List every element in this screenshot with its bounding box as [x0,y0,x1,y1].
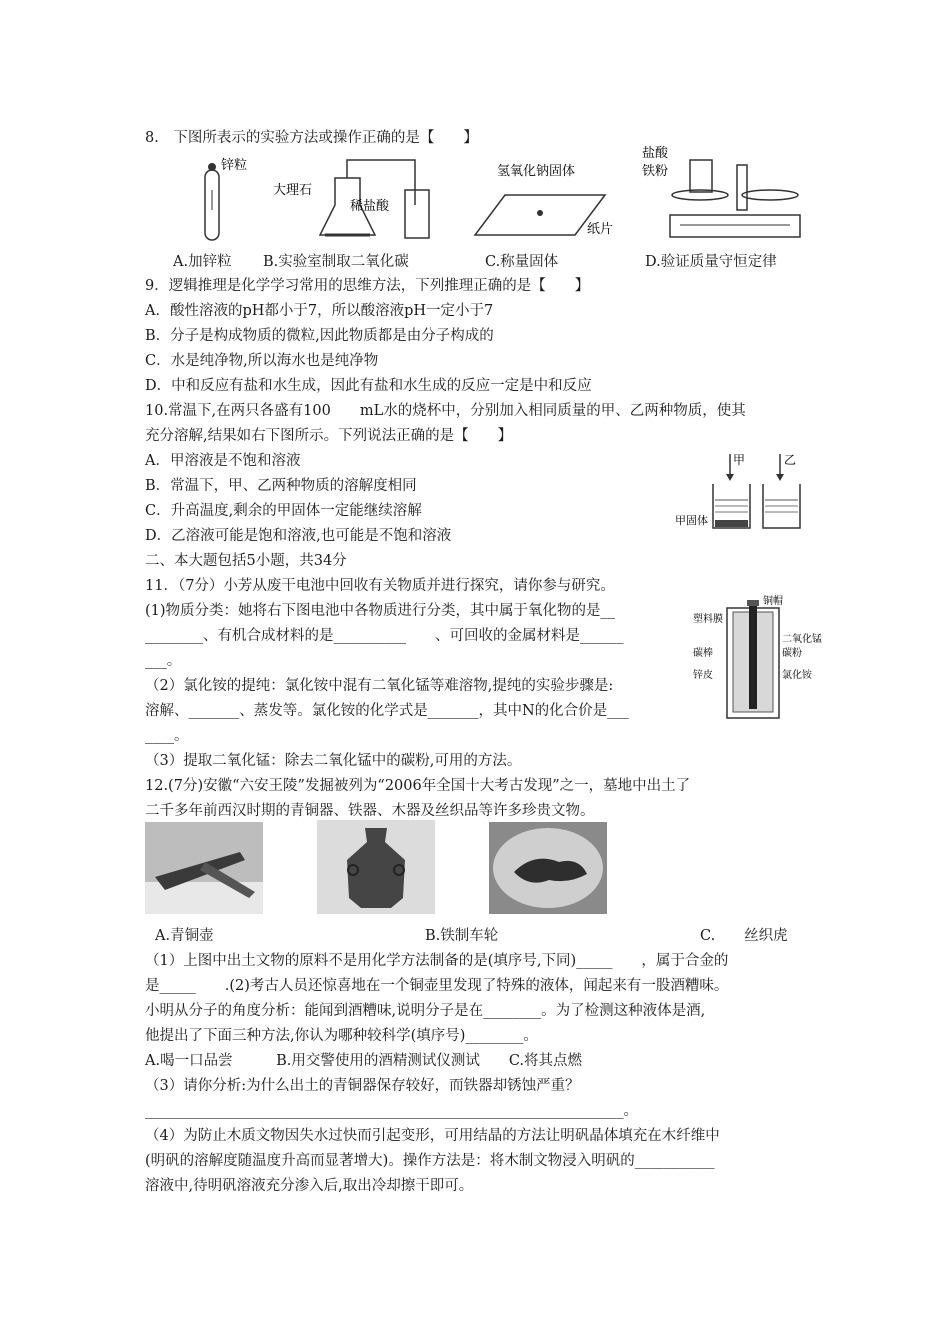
carbon-rod-icon [749,604,757,709]
q12-part1-line4: 他提出了下面三种方法,你认为哪种较科学(填序号)________。 [145,1028,538,1044]
q11-part2-line3: ____。 [145,728,189,744]
q9-option-a: A．酸性溶液的pH都小于7，所以酸溶液pH一定小于7 [145,303,494,319]
q11-stem: 11．（7分）小芳从废干电池中回收有关物质并进行探究，请你参与研究。 [145,578,615,594]
balance-pillar-icon [737,165,747,210]
q12-part4-line3: 溶液中,待明矾溶液充分渗入后,取出冷却擦干即可。 [145,1178,474,1194]
q11-part2-line1: （2）氯化铵的提纯：氯化铵中混有二氧化锰等难溶物,提纯的实验步骤是: [145,678,614,694]
fig-d-label-iron: 铁粉 [642,164,669,179]
q10-stem-1: 10.常温下,在两只各盛有100 mL水的烧杯中，分别加入相同质量的甲、乙两种物质，使其 [145,403,746,419]
photo-iron-wheel [145,822,263,914]
q12-part4-line2: (明矾的溶解度随温度升高而显著增大)。操作方法是：将木制文物浸入明矾的___________ [145,1153,715,1169]
fig-b-label-marble: 大理石 [273,183,313,198]
fig-c-label-naoh: 氢氧化钠固体 [497,164,576,179]
q11-part1-line2: ________、有机合成材料的是__________ 、可回收的金属材料是______ [145,628,624,644]
figure-weigh-solid [475,155,625,245]
fig-label-nh4cl: 氯化铵 [782,670,812,681]
fig-label-mno2: 二氧化锰 [782,634,822,645]
q8-stem: 8. 下图所表示的实验方法或操作正确的是【 】 [145,130,478,146]
fig-label-zinc-skin: 锌皮 [693,670,713,681]
right-pan-icon [742,190,798,200]
q12-part1-line2: 是_____ .(2)考古人员还惊喜地在一个铜壶里发现了特殊的液体，闻起来有一股酒糟味。 [145,978,729,994]
q12-part1-line3: 小明从分子的角度分析：能闻到酒糟味,说明分子是在________。为了检测这种液体是酒, [145,1003,706,1019]
figure-two-beakers [675,450,810,535]
beaker-icon [690,160,712,192]
zinc-pellet-icon [208,163,216,171]
photo-silk-tiger [489,822,607,914]
q9-option-c: C．水是纯净物,所以海水也是纯净物 [145,353,379,369]
q8-option-c: C.称量固体 [485,254,559,270]
collection-bottle-icon [405,190,429,238]
photo-bronze-pot [317,820,435,914]
q8-option-a: A.加锌粒 [173,254,232,270]
fig-label-carbon-rod: 碳棒 [693,648,713,659]
q12-stem-1: 12.(7分)安徽“六安王陵”发掘被列为“2006年全国十大考古发现”之一，墓地中出土了 [145,778,691,794]
q10-option-a: A．甲溶液是不饱和溶液 [145,453,301,469]
fig-b-label-acid: 稀盐酸 [350,199,390,214]
copper-cap-icon [747,600,759,606]
solid-jia-icon [715,520,748,527]
q12-part4-line1: （4）为防止木质文物因失水过快而引起变形，可用结晶的方法让明矾晶体填充在木纤维中 [145,1128,720,1144]
figure-balance [640,145,815,245]
fig-c-label-paper: 纸片 [587,222,614,237]
figure-add-zinc [185,155,255,245]
q11-part2-line2: 溶解、_______、蒸发等。氯化铵的化学式是_______，其中N的化合价是___ [145,703,629,719]
q12-caption-a: A.青铜壶 [155,928,214,944]
q8-option-d: D.验证质量守恒定律 [645,254,777,270]
q9-stem: 9．逻辑推理是化学学习常用的思维方法，下列推理正确的是【 】 [145,278,590,294]
q12-stem-2: 二千多年前西汉时期的青铜器、铁器、木器及丝织品等许多珍贵文物。 [145,803,595,819]
fig-label-copper-cap: 铜帽 [763,596,783,607]
fig-label-carbon-powder: 碳粉 [782,648,802,659]
q10-stem-2: 充分溶解,结果如右下图所示。下列说法正确的是【 】 [145,428,513,444]
balance-base-icon [670,215,800,237]
q12-part1-line1: （1）上图中出土文物的原料不是用化学方法制备的是(填序号,下同)_____ ，属于合金的 [145,953,729,969]
q10-option-b: B．常温下，甲、乙两种物质的溶解度相同 [145,478,417,494]
section-2-title: 二、本大题包括5小题，共34分 [145,553,347,569]
figure-battery [693,594,822,724]
q12-caption-b: B.铁制车轮 [425,928,499,944]
q12-part3-blank: __________________________________________________________________。 [145,1103,638,1119]
fig-label-solid: 甲固体 [675,514,708,527]
arrow-yi-head-icon [776,474,784,481]
q11-part1-line3: ___。 [145,653,182,669]
fig-label-jia: 甲 [733,453,746,467]
q10-option-d: D．乙溶液可能是饱和溶液,也可能是不饱和溶液 [145,528,452,544]
q11-part3: （3）提取二氧化锰：除去二氧化锰中的碳粉,可用的方法。 [145,753,522,769]
q9-option-b: B．分子是构成物质的微粒,因此物质都是由分子构成的 [145,328,494,344]
q12-part3: （3）请你分析:为什么出土的青铜器保存较好，而铁器却锈蚀严重？ [145,1078,580,1094]
solid-icon [537,210,543,216]
q8-option-b: B.实验室制取二氧化碳 [263,254,409,270]
q11-part1-line1: (1)物质分类：她将右下图电池中各物质进行分类，其中属于氧化物的是__ [145,603,616,619]
fig-a-label: 锌粒 [221,158,248,173]
q12-methods: A.喝一口品尝 B.用交警使用的酒精测试仪测试 C.将其点燃 [145,1053,583,1069]
fig-label-yi: 乙 [784,453,797,467]
arrow-jia-head-icon [726,474,734,481]
fig-d-label-acid: 盐酸 [642,146,669,161]
fig-label-plastic-film: 塑料膜 [693,614,723,625]
q9-option-d: D．中和反应有盐和水生成，因此有盐和水生成的反应一定是中和反应 [145,378,592,394]
q12-caption-c: C. 丝织虎 [700,928,788,944]
figure-co2-apparatus [265,150,440,245]
q10-option-c: C．升高温度,剩余的甲固体一定能继续溶解 [145,503,422,519]
